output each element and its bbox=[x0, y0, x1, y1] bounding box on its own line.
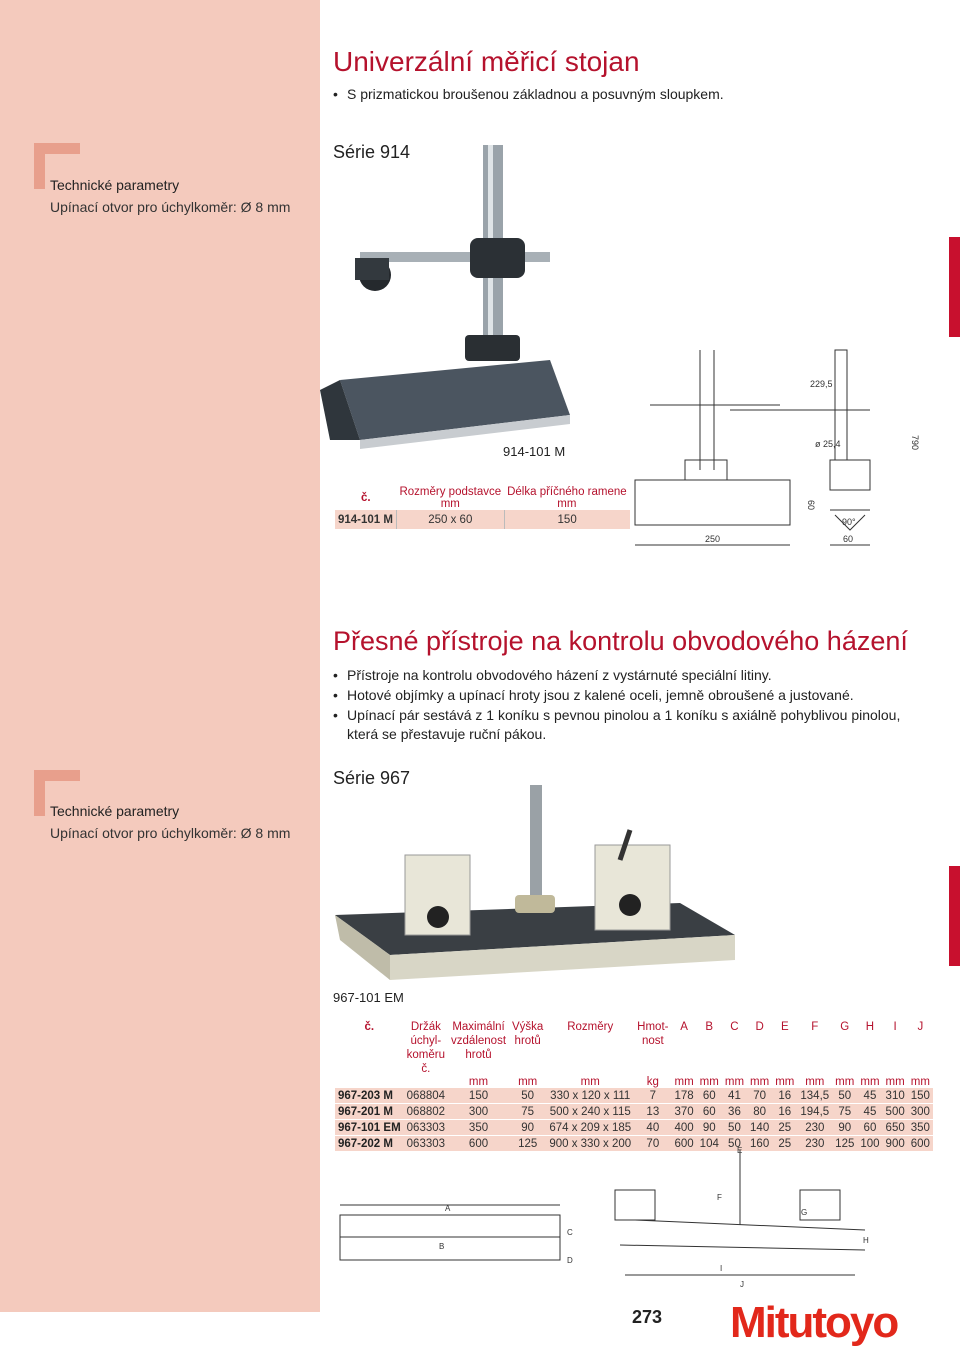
table-cell: 650 bbox=[883, 1120, 908, 1136]
table-cell: 370 bbox=[671, 1104, 696, 1120]
brand-logo: Mitutoyo bbox=[730, 1298, 898, 1347]
unit-cell: mm bbox=[885, 1076, 905, 1088]
unit-cell: mm bbox=[518, 1076, 538, 1088]
model-code: 967-201 M bbox=[335, 1104, 404, 1120]
table-cell: 7 bbox=[634, 1088, 671, 1104]
table-cell: 900 x 330 x 200 bbox=[546, 1136, 634, 1152]
table-cell: 063303 bbox=[404, 1120, 448, 1136]
unit-cell: mm bbox=[750, 1076, 770, 1088]
table-cell: 100 bbox=[857, 1136, 882, 1152]
series-label: Série 914 bbox=[333, 142, 411, 162]
table-cell: 230 bbox=[797, 1136, 832, 1152]
unit-cell: mm bbox=[724, 1076, 745, 1088]
page-number: 273 bbox=[632, 1307, 663, 1327]
table-cell: 80 bbox=[747, 1104, 772, 1120]
dimension-label: D bbox=[567, 1256, 573, 1265]
unit-cell bbox=[404, 1076, 448, 1088]
table-row bbox=[335, 1104, 933, 1120]
table-cell: 125 bbox=[509, 1136, 546, 1152]
unit-cell: mm bbox=[468, 1076, 489, 1088]
table-cell: 40 bbox=[634, 1120, 671, 1136]
unit-cell: mm bbox=[910, 1076, 930, 1088]
unit-cell: kg bbox=[646, 1076, 659, 1088]
table-cell: 068802 bbox=[404, 1104, 448, 1120]
table-cell: 50 bbox=[722, 1136, 747, 1152]
table-cell: 104 bbox=[697, 1136, 722, 1152]
table-cell: 400 bbox=[671, 1120, 696, 1136]
dimension-label: F bbox=[717, 1193, 722, 1202]
col-header: Držák úchyl- koměru č. bbox=[406, 1021, 446, 1075]
col-header: F bbox=[811, 1021, 819, 1033]
bullet-item: • S prizmatickou broušenou základnou a posuvným sloupkem. bbox=[333, 86, 724, 102]
dimension-label: 60 bbox=[806, 500, 816, 511]
section-title: Univerzální měřicí stojan bbox=[333, 46, 640, 77]
col-header: Rozměry bbox=[567, 1021, 614, 1033]
dimension-label: 229,5 bbox=[810, 379, 833, 389]
col-header: Rozměry podstavce mm bbox=[399, 486, 502, 510]
table-cell: 194,5 bbox=[797, 1104, 832, 1120]
dimension-label: 790 bbox=[910, 435, 920, 451]
table-cell: 70 bbox=[747, 1088, 772, 1104]
table-cell: 178 bbox=[671, 1088, 696, 1104]
table-row bbox=[335, 1120, 933, 1136]
sidebar-spec: Upínací otvor pro úchylkoměr: Ø 8 mm bbox=[50, 825, 291, 841]
model-code: 967-203 M bbox=[335, 1088, 404, 1104]
table-cell: 230 bbox=[797, 1120, 832, 1136]
table-cell: 90 bbox=[509, 1120, 546, 1136]
bullet-item: • Upínací pár sestává z 1 koníku s pevnou pinolou a 1 koníku s axiálně pohyblivou pinolou, bbox=[333, 707, 900, 723]
table-cell: 330 x 120 x 111 bbox=[546, 1088, 634, 1104]
table-cell: 300 bbox=[908, 1104, 933, 1120]
table-cell: 250 x 60 bbox=[396, 510, 504, 529]
dimension-label: G bbox=[801, 1208, 808, 1217]
col-header: č. bbox=[360, 492, 371, 504]
table-cell: 50 bbox=[509, 1088, 546, 1104]
table-cell: 125 bbox=[832, 1136, 857, 1152]
photo-caption: 914-101 M bbox=[503, 444, 566, 459]
dimension-label: C bbox=[567, 1228, 573, 1237]
sidebar-title: Technické parametry bbox=[50, 803, 180, 819]
table-cell: 41 bbox=[722, 1088, 747, 1104]
dimension-label: 60 bbox=[843, 534, 854, 544]
bullet-item: • Hotové objímky a upínací hroty jsou z kalené oceli, jemně obroušené a justované. bbox=[333, 687, 854, 703]
table-cell: 500 x 240 x 115 bbox=[546, 1104, 634, 1120]
unit-cell: mm bbox=[805, 1076, 825, 1088]
table-cell: 16 bbox=[772, 1104, 797, 1120]
table-cell: 674 x 209 x 185 bbox=[546, 1120, 634, 1136]
unit-cell: mm bbox=[580, 1076, 600, 1088]
sidebar bbox=[0, 0, 320, 1312]
spec-table-967 bbox=[335, 1020, 933, 1152]
col-header: Výška hrotů bbox=[512, 1021, 544, 1047]
unit-cell: mm bbox=[835, 1076, 855, 1088]
table-row bbox=[335, 1088, 933, 1104]
dimension-label: 250 bbox=[705, 534, 721, 544]
table-cell: 25 bbox=[772, 1136, 797, 1152]
dimension-label: A bbox=[445, 1204, 451, 1213]
table-cell: 13 bbox=[634, 1104, 671, 1120]
table-cell: 134,5 bbox=[797, 1088, 832, 1104]
runout-tester-photo bbox=[330, 775, 740, 985]
table-cell: 140 bbox=[747, 1120, 772, 1136]
table-cell: 45 bbox=[857, 1104, 882, 1120]
table-cell: 45 bbox=[857, 1088, 882, 1104]
dimension-label: ø 25,4 bbox=[815, 439, 841, 449]
table-cell: 75 bbox=[509, 1104, 546, 1120]
table-cell: 600 bbox=[671, 1136, 696, 1152]
unit-cell: mm bbox=[860, 1076, 880, 1088]
col-header: C bbox=[730, 1021, 739, 1033]
table-cell: 90 bbox=[832, 1120, 857, 1136]
edge-tab bbox=[949, 866, 960, 966]
table-cell: 600 bbox=[448, 1136, 509, 1152]
table-cell: 600 bbox=[908, 1136, 933, 1152]
table-cell: 300 bbox=[448, 1104, 509, 1120]
table-cell: 150 bbox=[504, 510, 630, 529]
dimension-label: 90° bbox=[842, 517, 856, 527]
photo-caption: 967-101 EM bbox=[333, 990, 404, 1005]
table-cell: 160 bbox=[747, 1136, 772, 1152]
table-row bbox=[335, 510, 630, 529]
unit-cell: mm bbox=[699, 1076, 719, 1088]
col-header: B bbox=[705, 1021, 714, 1033]
table-cell: 16 bbox=[772, 1088, 797, 1104]
table-cell: 914-101 M bbox=[335, 510, 396, 529]
table-cell: 500 bbox=[883, 1104, 908, 1120]
col-header: Hmot- nost bbox=[637, 1021, 669, 1047]
unit-cell bbox=[335, 1076, 404, 1088]
table-cell: 150 bbox=[908, 1088, 933, 1104]
dimension-label: I bbox=[720, 1264, 723, 1273]
table-cell: 60 bbox=[857, 1120, 882, 1136]
col-header: I bbox=[893, 1021, 897, 1033]
table-cell: 068804 bbox=[404, 1088, 448, 1104]
table-cell: 350 bbox=[448, 1120, 509, 1136]
table-cell: 150 bbox=[448, 1088, 509, 1104]
table-cell: 063303 bbox=[404, 1136, 448, 1152]
table-cell: 50 bbox=[832, 1088, 857, 1104]
table-cell: 310 bbox=[883, 1088, 908, 1104]
table-cell: 60 bbox=[697, 1104, 722, 1120]
dimension-label: H bbox=[863, 1236, 869, 1245]
section-title: Přesné přístroje na kontrolu obvodového házení bbox=[333, 626, 908, 656]
stand-914-photo bbox=[320, 140, 580, 450]
dimension-label: J bbox=[740, 1280, 744, 1289]
sidebar-spec: Upínací otvor pro úchylkoměr: Ø 8 mm bbox=[50, 199, 291, 215]
units-row bbox=[335, 1076, 933, 1088]
table-cell: 36 bbox=[722, 1104, 747, 1120]
col-header: č. bbox=[364, 1021, 375, 1033]
unit-cell: mm bbox=[775, 1076, 795, 1088]
model-code: 967-202 M bbox=[335, 1136, 404, 1152]
drawing-967 bbox=[335, 1145, 880, 1295]
col-header: G bbox=[840, 1021, 850, 1033]
col-header: J bbox=[917, 1021, 924, 1033]
col-header: A bbox=[680, 1021, 688, 1033]
bullet-continuation: která se přestavuje ruční pákou. bbox=[347, 726, 547, 742]
drawing-914 bbox=[630, 345, 930, 555]
table-cell: 900 bbox=[883, 1136, 908, 1152]
bullet-item: • Přístroje na kontrolu obvodového házení z vystárnuté speciální litiny. bbox=[333, 667, 772, 683]
table-body bbox=[335, 1088, 933, 1152]
col-header: H bbox=[865, 1021, 875, 1033]
table-cell: 50 bbox=[722, 1120, 747, 1136]
col-header: Délka příčného ramene mm bbox=[507, 486, 627, 510]
unit-cell: mm bbox=[674, 1076, 694, 1088]
col-header: Maximální vzdálenost hrotů bbox=[451, 1021, 507, 1061]
table-cell: 90 bbox=[697, 1120, 722, 1136]
table-cell: 350 bbox=[908, 1120, 933, 1136]
series-label: Série 967 bbox=[333, 768, 411, 788]
col-header: D bbox=[755, 1021, 764, 1033]
table-cell: 25 bbox=[772, 1120, 797, 1136]
sidebar-title: Technické parametry bbox=[50, 177, 180, 193]
table-cell: 70 bbox=[634, 1136, 671, 1152]
edge-tab bbox=[949, 237, 960, 337]
dimension-label: B bbox=[439, 1242, 445, 1251]
col-header: E bbox=[780, 1021, 789, 1033]
table-cell: 60 bbox=[697, 1088, 722, 1104]
table-cell: 75 bbox=[832, 1104, 857, 1120]
model-code: 967-101 EM bbox=[335, 1120, 404, 1136]
dimension-label: E bbox=[737, 1146, 743, 1155]
spec-table-914 bbox=[335, 486, 630, 529]
